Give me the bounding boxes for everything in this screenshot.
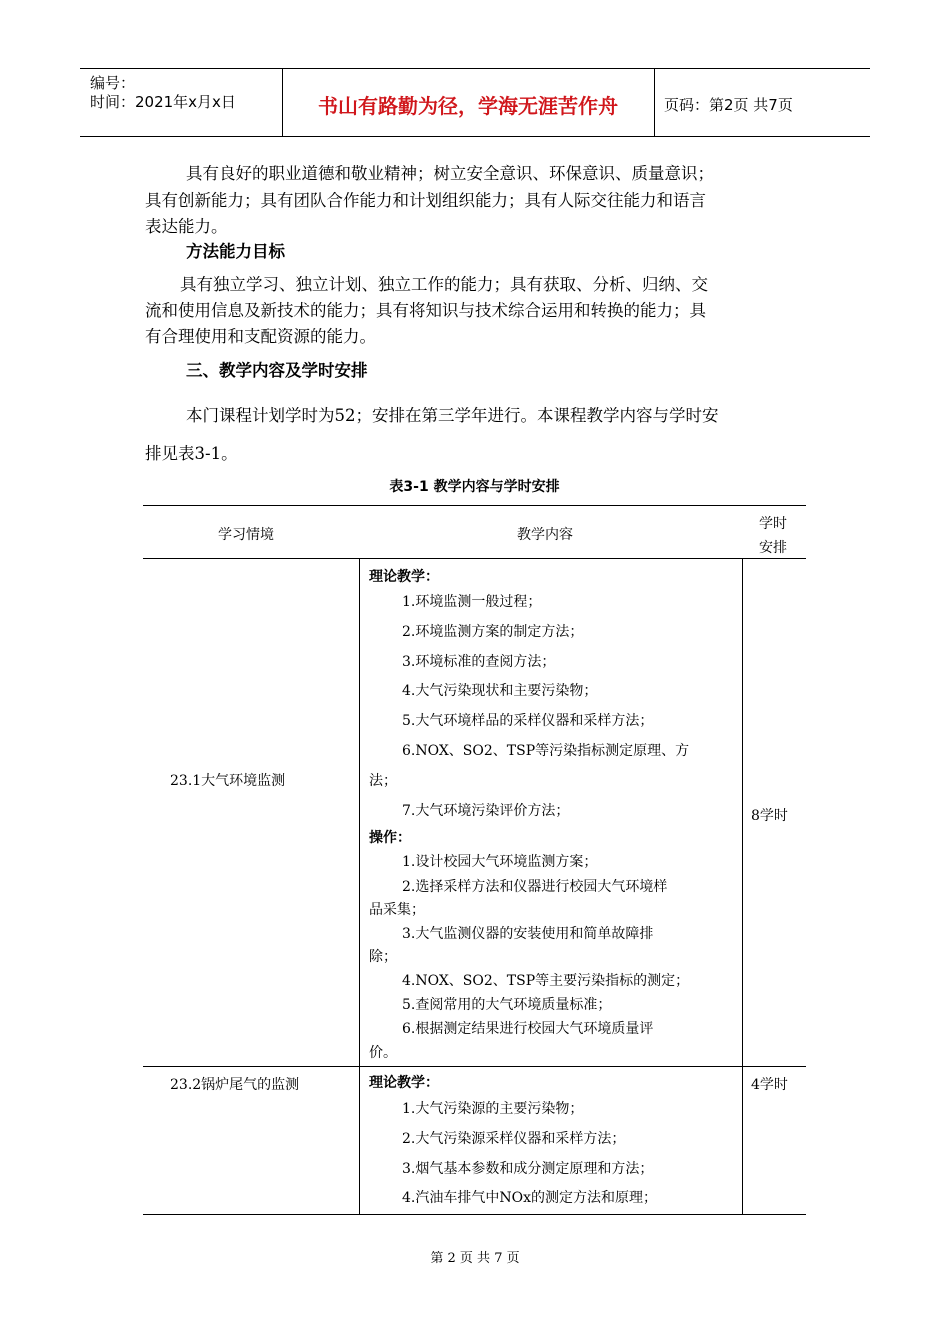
row1-practice-item: 5.查阅常用的大气环境质量标准； — [402, 997, 612, 1013]
row1-practice-label: 操作： — [369, 830, 411, 846]
header-divider-right — [654, 68, 655, 136]
row2-theory-item: 3.烟气基本参数和成分测定原理和方法； — [402, 1161, 654, 1177]
table-header-hours-2: 安排 — [759, 540, 787, 556]
row1-theory-item: 法； — [369, 773, 397, 789]
row2-theory-item: 1.大气污染源的主要污染物； — [402, 1101, 584, 1117]
row1-practice-item: 3.大气监测仪器的安装使用和简单故障排 — [402, 926, 654, 942]
quality-line-1: 具有良好的职业道德和敬业精神；树立安全意识、环保意识、质量意识； — [186, 164, 714, 183]
row1-practice-item: 价。 — [369, 1045, 397, 1061]
row2-theory-item: 4.汽油车排气中NOx的测定方法和原理； — [402, 1190, 657, 1206]
plan-line-2: 排见表3-1。 — [145, 444, 238, 463]
header-page-code: 页码：第2页 共7页 — [664, 96, 793, 114]
row1-practice-item: 除； — [369, 949, 397, 965]
table-col-divider-2 — [742, 558, 743, 1214]
row1-practice-item: 2.选择采样方法和仪器进行校园大气环境样 — [402, 879, 668, 895]
method-heading: 方法能力目标 — [186, 242, 285, 261]
row1-theory-item: 7.大气环境污染评价方法； — [402, 803, 570, 819]
header-time-label: 时间：2021年x月x日 — [90, 93, 236, 111]
row1-practice-item: 品采集； — [369, 902, 425, 918]
row1-hours: 8学时 — [751, 808, 788, 824]
method-line-3: 有合理使用和支配资源的能力。 — [145, 327, 376, 346]
page-footer: 第 2 页 共 7 页 — [430, 1251, 520, 1266]
method-line-2: 流和使用信息及新技术的能力；具有将知识与技术综合运用和转换的能力；具 — [145, 301, 706, 320]
row1-practice-item: 1.设计校园大气环境监测方案； — [402, 854, 598, 870]
row1-theory-item: 3.环境标准的查阅方法； — [402, 654, 556, 670]
row2-theory-label: 理论教学： — [369, 1075, 439, 1091]
row1-theory-item: 6.NOX、SO2、TSP等污染指标测定原理、方 — [402, 743, 690, 759]
row1-situation: 23.1大气环境监测 — [170, 773, 286, 789]
table-col-divider-1 — [359, 558, 360, 1214]
row1-practice-item: 6.根据测定结果进行校园大气环境质量评 — [402, 1021, 654, 1037]
header-number-label: 编号： — [90, 74, 136, 92]
row1-theory-label: 理论教学： — [369, 569, 439, 585]
section-heading: 三、教学内容及学时安排 — [186, 361, 368, 380]
table-row1-rule — [143, 1066, 806, 1067]
row2-theory-item: 2.大气污染源采样仪器和采样方法； — [402, 1131, 626, 1147]
table-top-rule — [143, 505, 806, 506]
quality-line-2: 具有创新能力；具有团队合作能力和计划组织能力；具有人际交往能力和语言 — [145, 191, 706, 210]
row2-hours: 4学时 — [751, 1077, 788, 1093]
header-motto: 书山有路勤为径，学海无涯苦作舟 — [318, 94, 618, 118]
table-header-situation: 学习情境 — [218, 527, 274, 543]
row1-theory-item: 4.大气污染现状和主要污染物； — [402, 683, 598, 699]
table-bottom-rule — [143, 1214, 806, 1215]
row1-practice-item: 4.NOX、SO2、TSP等主要污染指标的测定； — [402, 973, 690, 989]
row1-theory-item: 1.环境监测一般过程； — [402, 594, 542, 610]
method-line-1: 具有独立学习、独立计划、独立工作的能力；具有获取、分析、归纳、交 — [180, 275, 708, 294]
table-header-hours-1: 学时 — [759, 516, 787, 532]
table-caption: 表3-1 教学内容与学时安排 — [389, 479, 560, 495]
row2-situation: 23.2锅炉尾气的监测 — [170, 1077, 300, 1093]
table-header-content: 教学内容 — [517, 527, 573, 543]
table-header-rule — [143, 558, 806, 559]
row1-theory-item: 2.环境监测方案的制定方法； — [402, 624, 584, 640]
row1-theory-item: 5.大气环境样品的采样仪器和采样方法； — [402, 713, 654, 729]
header-top-rule — [80, 68, 870, 69]
quality-line-3: 表达能力。 — [145, 217, 228, 236]
header-bottom-rule — [80, 136, 870, 137]
plan-line-1: 本门课程计划学时为52；安排在第三学年进行。本课程教学内容与学时安 — [186, 406, 719, 425]
